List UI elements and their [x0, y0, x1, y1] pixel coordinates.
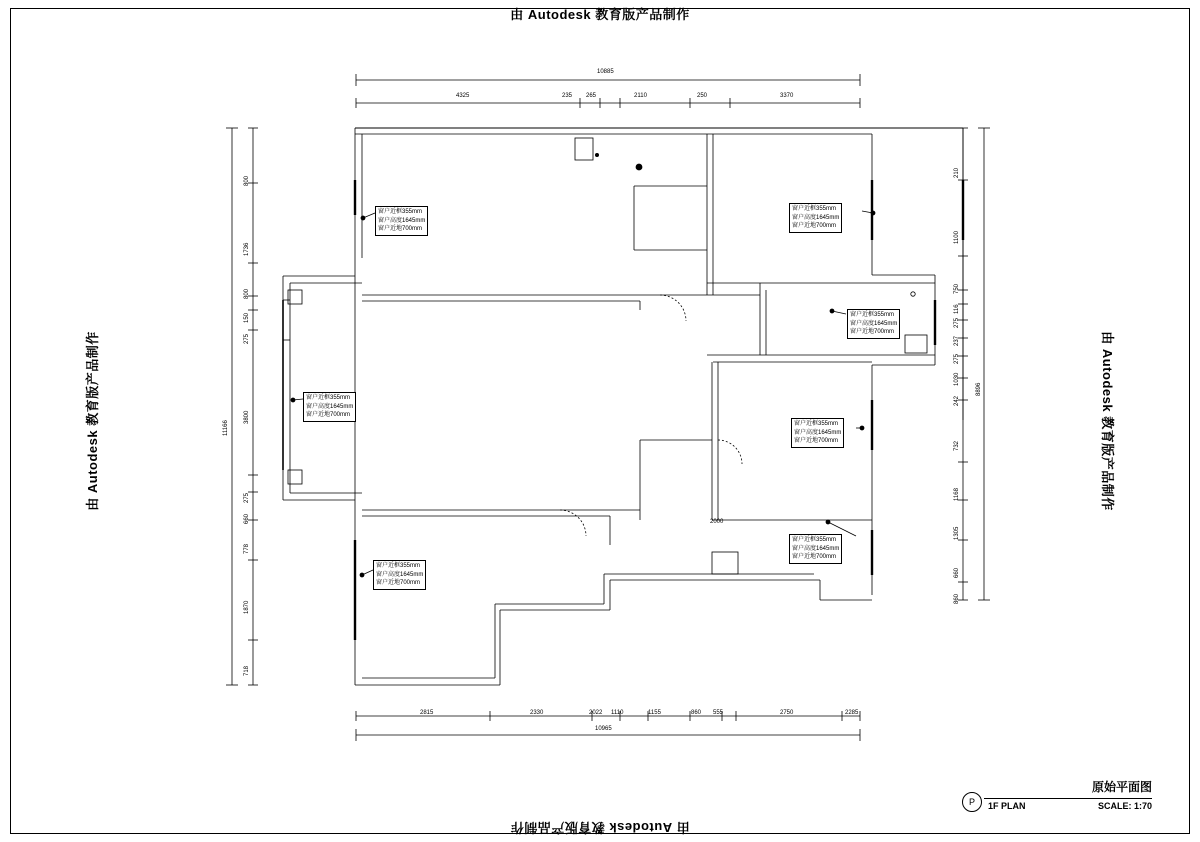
dim-left-7: 275 [244, 492, 250, 503]
dim-left-4: 150 [244, 312, 250, 323]
window-note-bottom-left [373, 560, 426, 590]
dim-right-overall: 8896 [976, 382, 982, 396]
dim-bottom-9: 2285 [845, 710, 859, 716]
dim-top-3: 265 [586, 93, 597, 99]
dim-bottom-overall: 10965 [595, 726, 612, 732]
plan-label: 1F PLAN [988, 801, 1026, 811]
note-line-2: 窗户高度1645mm [378, 217, 426, 224]
dim-left-11: 718 [244, 665, 250, 676]
note-line-3: 窗户近地700mm [306, 412, 351, 418]
window-note-mid-right [847, 309, 900, 339]
watermark-right: 由 Autodesk 教育版产品制作 [1099, 331, 1115, 511]
dim-top-2: 235 [562, 93, 573, 99]
note-line-2: 窗户高度1645mm [376, 571, 424, 578]
dim-right-9: 242 [954, 395, 960, 406]
note-line-3: 窗户近地700mm [794, 438, 839, 444]
dim-top-4: 2110 [634, 93, 647, 99]
plan-symbol: P [962, 792, 982, 812]
window-note-top-right [789, 203, 842, 233]
window-note-lower-right [791, 418, 844, 448]
note-line-1: 窗户近框355mm [792, 537, 837, 543]
note-line-1: 窗户近框355mm [376, 563, 421, 569]
note-line-3: 窗户近地700mm [850, 329, 895, 335]
dim-right-12: 1305 [954, 526, 960, 540]
note-line-3: 窗户近地700mm [792, 554, 837, 560]
dim-left-10: 1870 [244, 600, 250, 614]
note-line-1: 窗户近框355mm [378, 209, 423, 215]
dim-right-13: 660 [954, 567, 960, 578]
window-note-top-left [375, 206, 428, 236]
dim-right-5: 275 [954, 317, 960, 328]
title-divider [984, 798, 1152, 799]
dim-right-11: 1168 [954, 488, 960, 501]
dim-left-3: 800 [244, 288, 250, 299]
note-line-2: 窗户高度1645mm [792, 545, 840, 552]
dim-right-7: 275 [954, 353, 960, 364]
dim-bottom-6: 860 [691, 710, 702, 716]
note-line-1: 窗户近框355mm [794, 421, 839, 427]
watermark-bottom: 由 Autodesk 教育版产品制作 [510, 820, 690, 835]
note-line-2: 窗户高度1645mm [306, 403, 354, 410]
dim-bottom-1: 2815 [420, 710, 434, 716]
dim-right-2: 1100 [954, 231, 960, 244]
watermark-top: 由 Autodesk 教育版产品制作 [510, 7, 690, 22]
dim-bottom-5: 1155 [648, 710, 661, 716]
note-line-1: 窗户近框355mm [306, 395, 351, 401]
drawing-title: 原始平面图 [1091, 780, 1152, 794]
dim-bottom-4: 1110 [611, 710, 624, 716]
dim-right-4: 116 [954, 304, 960, 314]
dim-right-3: 750 [954, 283, 960, 294]
dim-left-2: 1736 [244, 242, 250, 256]
dim-interior-note: 2000 [710, 519, 724, 525]
note-line-1: 窗户近框355mm [850, 312, 895, 318]
dim-top-1: 4325 [456, 93, 470, 99]
dim-left-9: 778 [244, 543, 250, 554]
dim-top-overall: 10885 [597, 69, 614, 75]
dim-left-5: 275 [244, 333, 250, 344]
dim-right-14: 860 [954, 593, 960, 604]
dim-left-8: 660 [244, 513, 250, 524]
dim-top-6: 3370 [780, 93, 794, 99]
scale-label: SCALE: 1:70 [1097, 801, 1152, 811]
dim-top-5: 250 [697, 93, 708, 99]
dim-right-1: 210 [954, 167, 960, 178]
window-note-mid-left [303, 392, 356, 422]
watermark-left: 由 Autodesk 教育版产品制作 [85, 331, 101, 511]
dim-right-10: 732 [954, 440, 960, 451]
dim-left-6: 3800 [244, 410, 250, 424]
dim-bottom-3: 2022 [589, 710, 603, 716]
title-block [962, 778, 1152, 820]
dim-right-8: 1030 [954, 372, 960, 386]
note-line-3: 窗户近地700mm [376, 580, 421, 586]
dim-right-6: 237 [954, 335, 960, 346]
dim-left-1: 800 [244, 175, 250, 186]
dim-bottom-2: 2330 [530, 710, 544, 716]
note-line-2: 窗户高度1645mm [850, 320, 898, 327]
note-line-3: 窗户近地700mm [792, 223, 837, 229]
dim-left-overall: 11166 [223, 420, 229, 436]
note-line-2: 窗户高度1645mm [794, 429, 842, 436]
dim-bottom-7: 555 [713, 710, 724, 716]
note-line-3: 窗户近地700mm [378, 226, 423, 232]
note-line-2: 窗户高度1645mm [792, 214, 840, 221]
window-note-bottom-right [789, 534, 842, 564]
note-line-1: 窗户近框355mm [792, 206, 837, 212]
dim-bottom-8: 2750 [780, 710, 794, 716]
